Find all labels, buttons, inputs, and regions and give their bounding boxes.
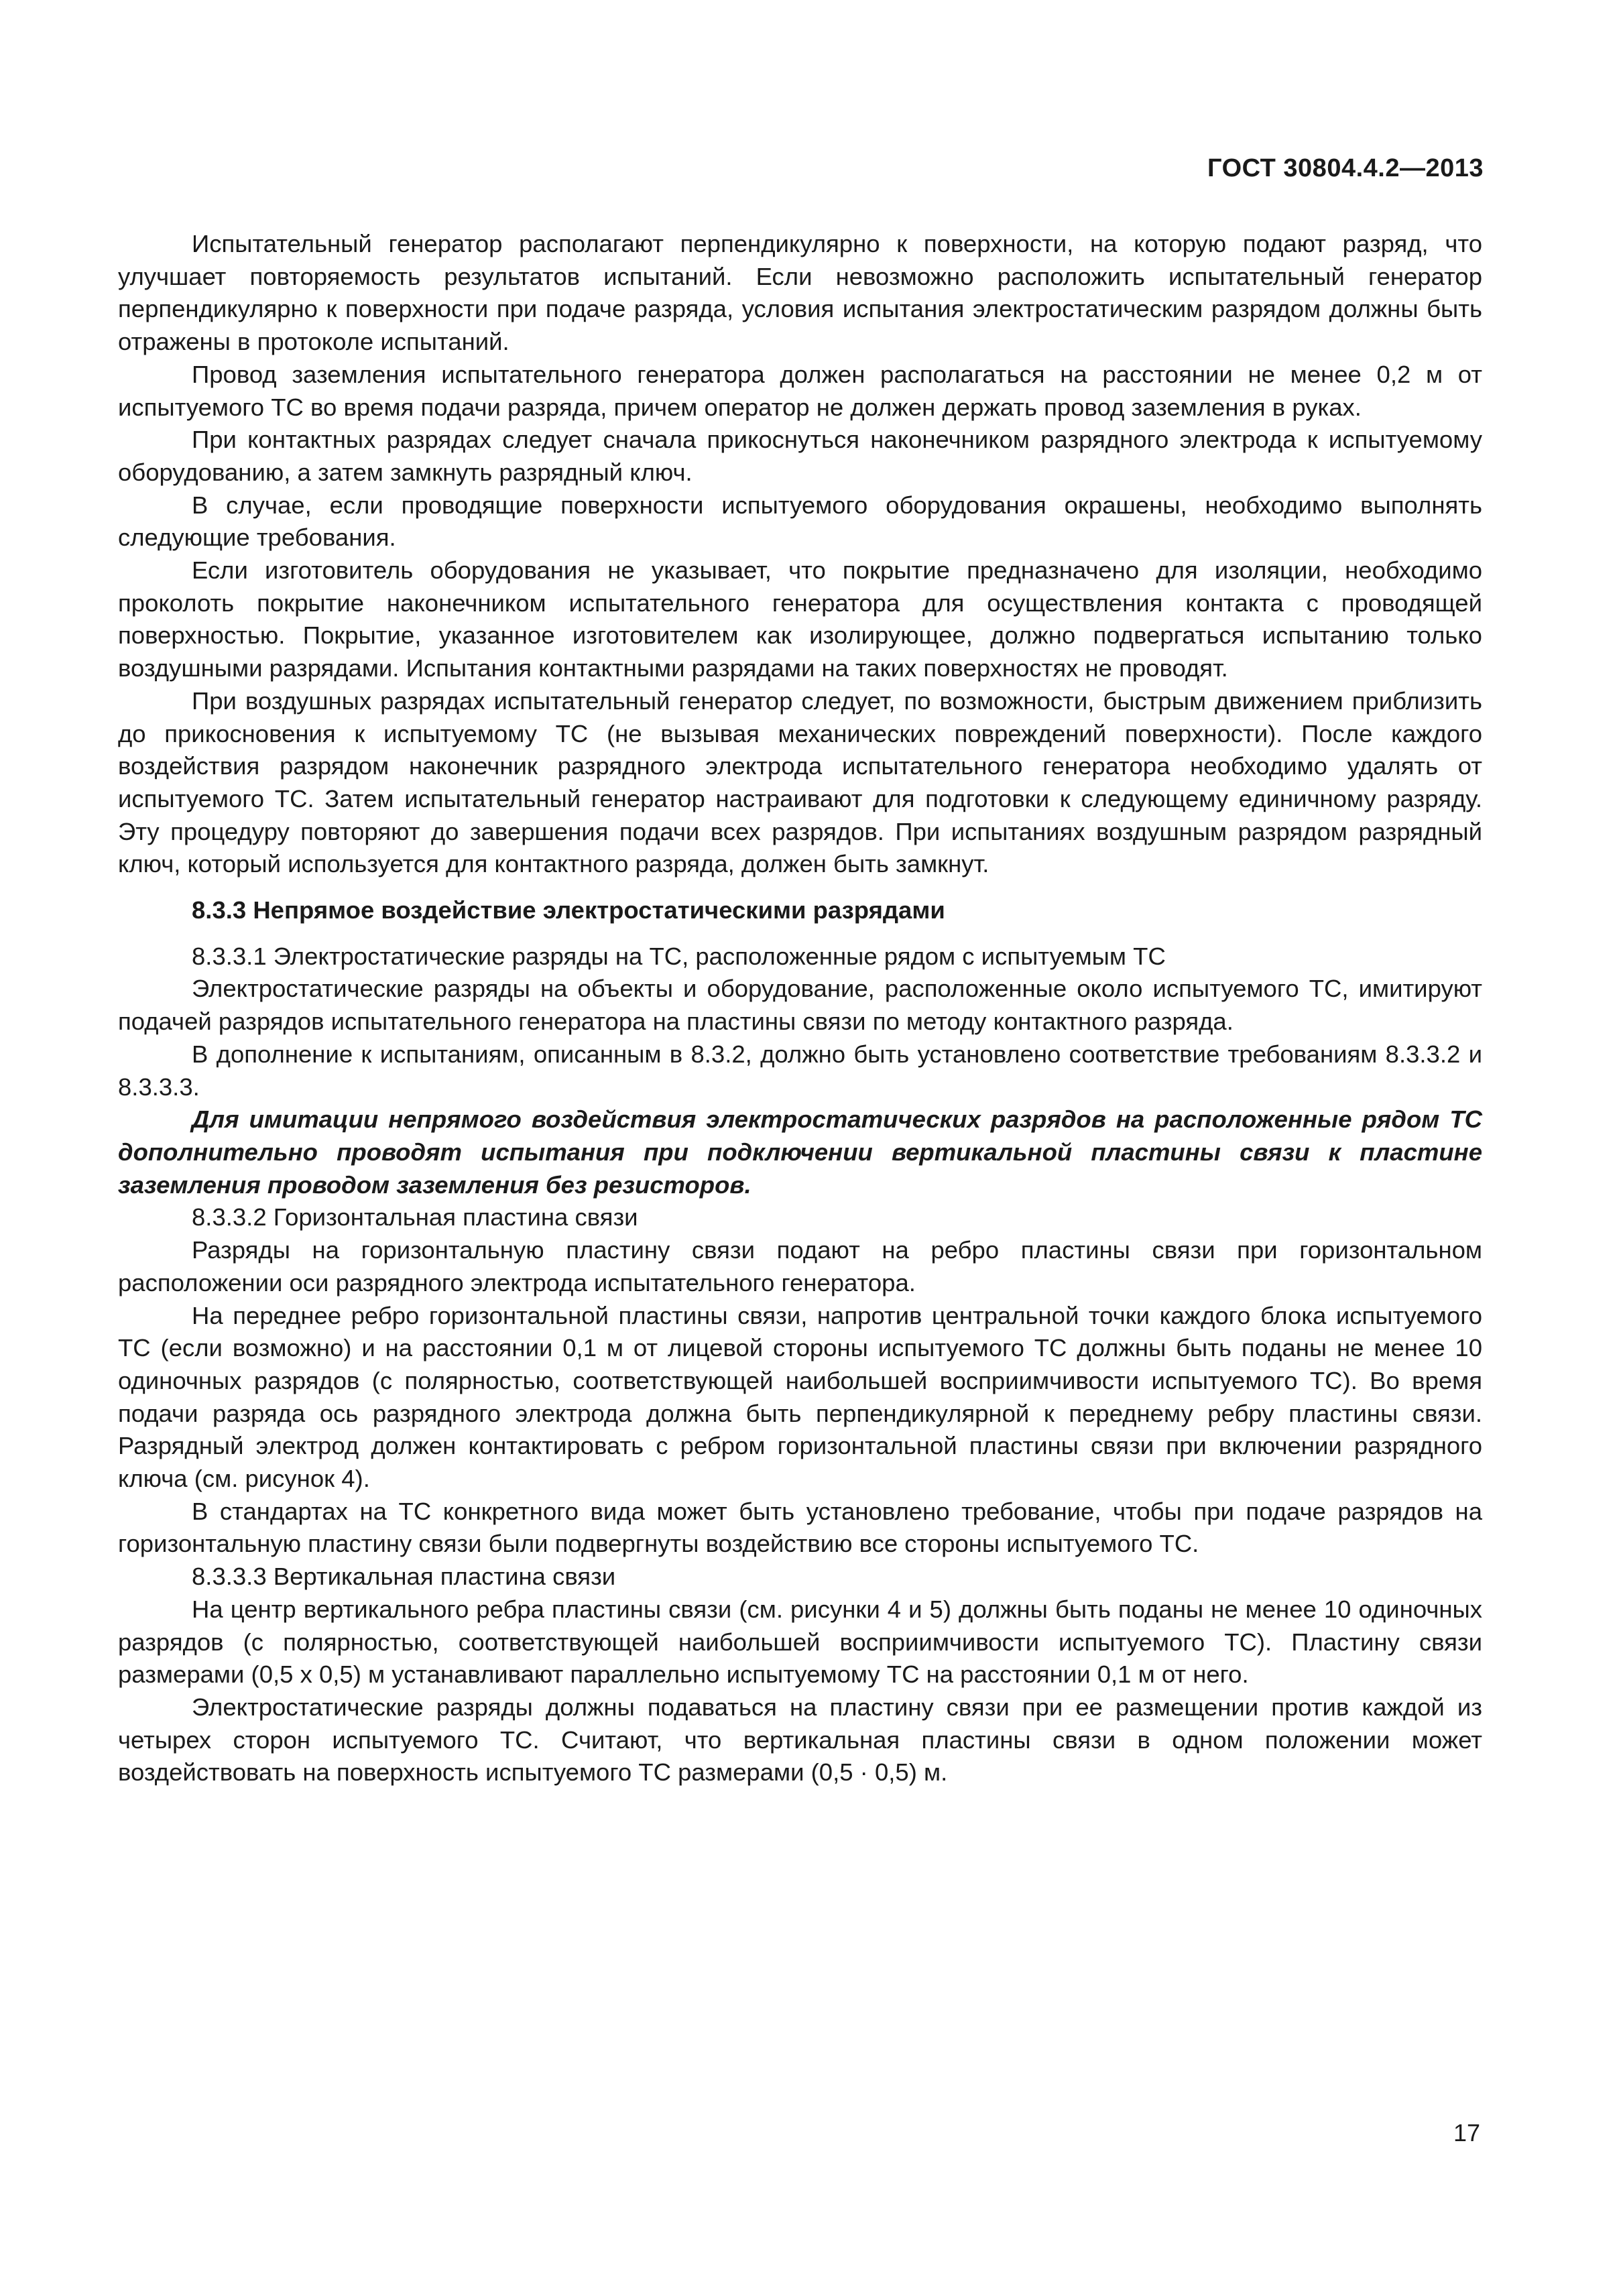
paragraph: В случае, если проводящие поверхности испытуемого оборудования окрашены, необходимо выполнять следующие требования.: [118, 491, 1482, 552]
paragraph: Разряды на горизонтальную пластину связи подают на ребро пластины связи при горизонтальном расположении оси разрядного электрода испытательного генератора.: [118, 1236, 1482, 1296]
paragraph: В стандартах на ТС конкретного вида может быть установлено требование, чтобы при подаче разрядов на горизонтальную пластину связи были подвергнуты воздействию все стороны испытуемого ТС.: [118, 1497, 1482, 1558]
subsection-heading: 8.3.3.3 Вертикальная пластина связи: [192, 1563, 616, 1591]
section-heading: 8.3.3 Непрямое воздействие электростатическими разрядами: [192, 896, 945, 924]
paragraph: При контактных разрядах следует сначала прикоснуться наконечником разрядного электрода к испытуемому оборудованию, а затем замкнуть разрядный ключ.: [118, 426, 1482, 486]
paragraph: В дополнение к испытаниям, описанным в 8.3.2, должно быть установлено соответствие требованиям 8.3.3.2 и 8.3.3.3.: [118, 1040, 1482, 1101]
standard-header: ГОСТ 30804.4.2—2013: [1207, 154, 1484, 182]
subsection-heading: 8.3.3.1 Электростатические разряды на ТС, расположенные рядом с испытуемым ТС: [192, 942, 1166, 970]
paragraph: Испытательный генератор располагают перпендикулярно к поверхности, на которую подают разряд, что улучшает повторяемость результатов испытаний. Если невозможно расположить испытательный генератор перпендикулярно к поверхности при подаче разряда, условия испытания электростатическим разрядом должны быть отражены в протоколе испытаний.: [118, 230, 1482, 356]
document-body: [118, 228, 1482, 1789]
paragraph: На переднее ребро горизонтальной пластины связи, напротив центральной точки каждого блока испытуемого ТС (если возможно) и на расстоянии 0,1 м от лицевой стороны испытуемого ТС должны быть поданы не менее 10 одиночных разрядов (с полярностью, соответствующей наибольшей восприимчивости испытуемого ТС). Во время подачи разряда ось разрядного электрода должна быть перпендикулярной к переднему ребру пластины связи. Разрядный электрод должен контактировать с ребром горизонтальной пластины связи при включении разрядного ключа (см. рисунок 4).: [118, 1301, 1482, 1493]
paragraph: При воздушных разрядах испытательный генератор следует, по возможности, быстрым движением приблизить до прикосновения к испытуемому ТС (не вызывая механических повреждений поверхности). После каждого воздействия разрядом наконечник разрядного электрода испытательного генератора необходимо удалять от испытуемого ТС. Затем испытательный генератор настраивают для подготовки к следующему единичному разряду. Эту процедуру повторяют до завершения подачи всех разрядов. При испытаниях воздушным разрядом разрядный ключ, который используется для контактного разряда, должен быть замкнут.: [118, 686, 1482, 878]
paragraph: Электростатические разряды должны подаваться на пластину связи при ее размещении против каждой из четырех сторон испытуемого ТС. Считают, что вертикальная пластины связи в одном положении может воздействовать на поверхность испытуемого ТС размерами (0,5 · 0,5) м.: [118, 1693, 1482, 1787]
subsection-heading: 8.3.3.2 Горизонтальная пластина связи: [192, 1203, 638, 1231]
page-number: 17: [1453, 2119, 1480, 2147]
paragraph: На центр вертикального ребра пластины связи (см. рисунки 4 и 5) должны быть поданы не менее 10 одиночных разрядов (с полярностью, соответствующей наибольшей восприимчивости испытуемого ТС). Пластину связи размерами (0,5 х 0,5) м устанавливают параллельно испытуемому ТС на расстоянии 0,1 м от него.: [118, 1595, 1482, 1689]
paragraph: Провод заземления испытательного генератора должен располагаться на расстоянии не менее 0,2 м от испытуемого ТС во время подачи разряда, причем оператор не должен держать провод заземления в руках.: [118, 360, 1482, 421]
emphasized-paragraph: Для имитации непрямого воздействия электростатических разрядов на расположенные рядом ТС дополнительно проводят испытания при подключении вертикальной пластины связи к пластине заземления проводом заземления без резисторов.: [118, 1105, 1482, 1199]
paragraph: Электростатические разряды на объекты и оборудование, расположенные около испытуемого ТС, имитируют подачей разрядов испытательного генератора на пластины связи по методу контактного разряда.: [118, 975, 1482, 1036]
paragraph: Если изготовитель оборудования не указывает, что покрытие предназначено для изоляции, необходимо проколоть покрытие наконечником испытательного генератора для осуществления контакта с проводящей поверхностью. Покрытие, указанное изготовителем как изолирующее, должно подвергаться испытанию только воздушными разрядами. Испытания контактными разрядами на таких поверхностях не проводят.: [118, 556, 1482, 682]
